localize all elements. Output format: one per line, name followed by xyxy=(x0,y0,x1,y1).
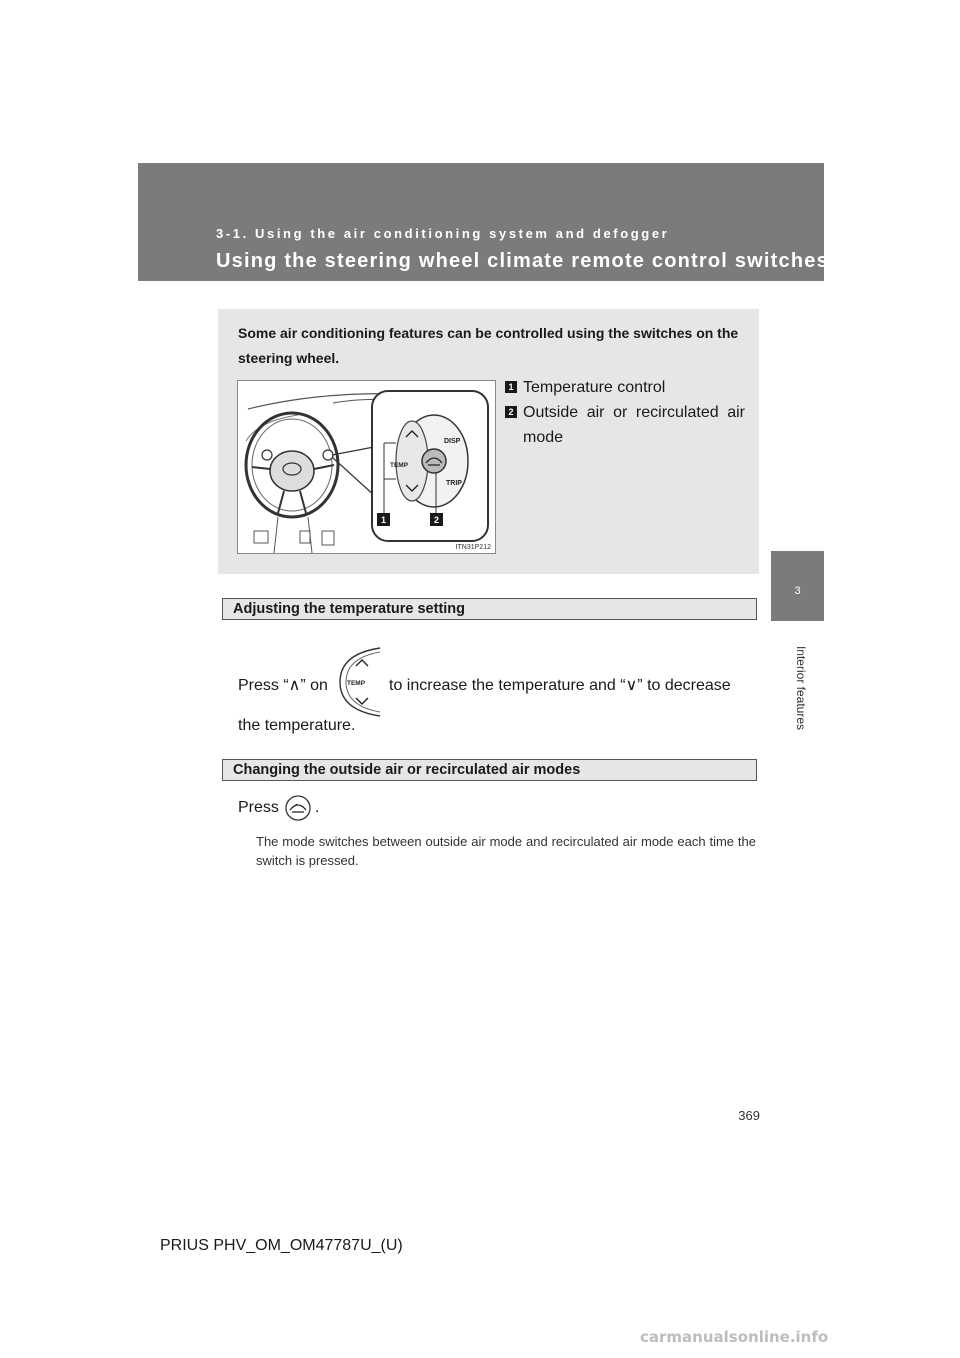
callout-list xyxy=(505,375,745,450)
callout-text: Temperature control xyxy=(523,379,666,396)
callout-number: 2 xyxy=(505,406,517,418)
callout-item xyxy=(505,400,745,450)
chapter-label: Interior features xyxy=(794,645,808,731)
temp-label: TEMP xyxy=(390,462,409,469)
temp-icon-label: TEMP xyxy=(347,680,366,687)
air-mode-press: Press xyxy=(238,799,279,816)
steering-wheel-drawing xyxy=(238,381,495,553)
callout-number: 1 xyxy=(505,381,517,393)
temperature-heading: Adjusting the temperature setting xyxy=(222,598,757,620)
air-mode-note: The mode switches between outside air mode and recirculated air mode each time the switch is pressed. xyxy=(256,834,756,868)
watermark: carmanualsonline.info xyxy=(640,1328,829,1346)
air-mode-period: . xyxy=(315,799,320,816)
callout-item xyxy=(505,375,745,400)
temperature-text-line2: the temperature. xyxy=(238,717,356,734)
temperature-text-after: to increase the temperature and “∨” to decrease xyxy=(389,677,731,694)
air-mode-heading: Changing the outside air or recirculated air modes xyxy=(222,759,757,781)
chapter-number: 3 xyxy=(794,585,801,597)
steering-wheel-illustration xyxy=(237,380,496,554)
recirculation-button-icon xyxy=(284,794,312,827)
trip-label: TRIP xyxy=(446,480,462,487)
page-number: 369 xyxy=(738,1108,760,1123)
intro-text: Some air conditioning features can be controlled using the switches on the steering wheel. xyxy=(238,325,739,366)
illustration-code: ITN31P212 xyxy=(455,544,491,551)
marker-2-label: 2 xyxy=(433,515,440,525)
disp-label: DISP xyxy=(444,438,461,445)
intro-box xyxy=(218,309,759,574)
temperature-text-before: Press “∧” on xyxy=(238,677,328,694)
marker-1-label: 1 xyxy=(380,515,387,525)
page-title: Using the steering wheel climate remote control switches xyxy=(216,250,829,272)
temp-switch-icon xyxy=(334,646,382,723)
callout-text: Outside air or recirculated air mode xyxy=(523,404,745,446)
section-label: 3-1. Using the air conditioning system and defogger xyxy=(216,226,670,241)
document-code: PRIUS PHV_OM_OM47787U_(U) xyxy=(160,1237,403,1254)
chapter-tab[interactable] xyxy=(771,551,824,621)
